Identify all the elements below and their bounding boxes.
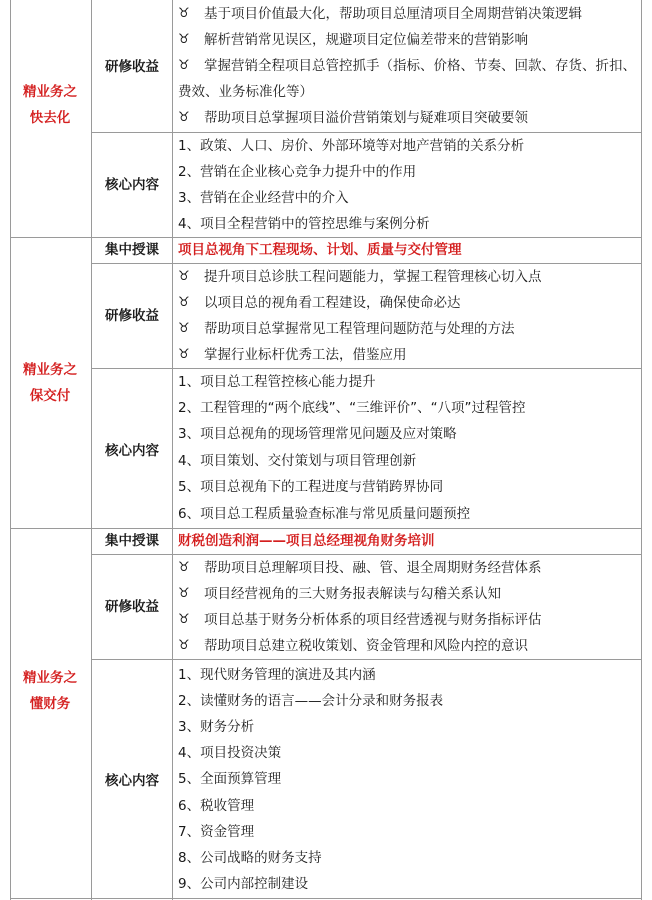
gains-label: 研修收益 [105, 308, 159, 324]
section-divider [10, 237, 642, 238]
list-item: 4、项目全程营销中的管控思维与案例分析 [178, 216, 430, 232]
taurus-bullet-icon: ♉ [178, 586, 190, 601]
taurus-bullet-icon: ♉ [178, 110, 190, 125]
core-label: 核心内容 [105, 443, 159, 459]
section-label-line: 懂财务 [29, 696, 71, 712]
list-item [178, 607, 628, 633]
list-item-text: 掌握行业标杆优秀工法，借鉴应用 [204, 347, 407, 363]
list-item-text: 帮助项目总理解项目投、融、管、退全周期财务经营体系 [204, 560, 542, 576]
row-divider [91, 659, 642, 660]
list-item-text: 帮助项目总建立税收策划、资金管理和风险内控的意识 [204, 638, 528, 654]
section-label [10, 665, 90, 717]
list-item-text: 项目经营视角的三大财务报表解读与勾稽关系认知 [204, 586, 501, 602]
header-label: 集中授课 [105, 533, 159, 549]
list-item [178, 264, 628, 290]
header-label: 集中授课 [105, 242, 159, 258]
taurus-bullet-icon: ♉ [178, 347, 190, 362]
section-label [10, 357, 90, 409]
section-label-line: 保交付 [29, 388, 71, 404]
taurus-bullet-icon: ♉ [178, 58, 190, 73]
list-item-text: 以项目总的视角看工程建设，确保使命必达 [204, 295, 461, 311]
list-item [178, 581, 628, 607]
list-item: 5、全面预算管理 [178, 771, 282, 787]
list-item [178, 1, 628, 27]
section-label-line: 快去化 [29, 110, 71, 126]
list-item-text: 帮助项目总掌握常见工程管理问题防范与处理的方法 [204, 321, 515, 337]
list-item: 6、项目总工程质量验查标准与常见质量问题预控 [178, 506, 471, 522]
core-label: 核心内容 [105, 773, 159, 789]
list-item: 9、公司内部控制建设 [178, 876, 309, 892]
list-item-text: 基于项目价值最大化，帮助项目总厘清项目全周期营销决策逻辑 [204, 6, 582, 22]
course-title: 财税创造利润——项目总经理视角财务培训 [178, 533, 435, 549]
section-label-line: 精业务之 [23, 84, 77, 100]
list-item [178, 290, 628, 316]
table-border-right [641, 0, 642, 900]
list-item: 1、政策、人口、房价、外部环境等对地产营销的关系分析 [178, 138, 525, 154]
list-item [178, 105, 628, 131]
column-divider-2 [172, 0, 173, 900]
list-item: 8、公司战略的财务支持 [178, 850, 322, 866]
course-title: 项目总视角下工程现场、计划、质量与交付管理 [178, 242, 462, 258]
taurus-bullet-icon: ♉ [178, 321, 190, 336]
table-border-bottom [10, 898, 642, 899]
list-item: 3、项目总视角的现场管理常见问题及应对策略 [178, 426, 457, 442]
section-divider [10, 528, 642, 529]
list-item: 1、项目总工程管控核心能力提升 [178, 374, 376, 390]
taurus-bullet-icon: ♉ [178, 612, 190, 627]
gains-label: 研修收益 [105, 599, 159, 615]
list-item: 3、财务分析 [178, 719, 255, 735]
list-item [178, 27, 628, 53]
list-item [178, 555, 628, 581]
list-item-text: 项目总基于财务分析体系的项目经营透视与财务指标评估 [204, 612, 542, 628]
list-item [178, 342, 628, 368]
table-border-left [10, 0, 11, 900]
list-item-text: 解析营销常见误区，规避项目定位偏差带来的营销影响 [204, 32, 528, 48]
list-item-text: 帮助项目总掌握项目溢价营销策划与疑难项目突破要领 [204, 110, 528, 126]
list-item: 1、现代财务管理的演进及其内涵 [178, 667, 376, 683]
section-label [10, 79, 90, 131]
list-item-text: 掌握营销全程项目总管控抓手（指标、价格、节奏、回款、存货、折扣、 [204, 58, 636, 74]
list-item: 4、项目投资决策 [178, 745, 282, 761]
taurus-bullet-icon: ♉ [178, 560, 190, 575]
list-item: 2、营销在企业核心竞争力提升中的作用 [178, 164, 417, 180]
taurus-bullet-icon: ♉ [178, 295, 190, 310]
list-item-continuation: 费效、业务标准化等） [178, 84, 313, 100]
section-label-line: 精业务之 [23, 362, 77, 378]
taurus-bullet-icon: ♉ [178, 269, 190, 284]
list-item [178, 633, 628, 659]
list-item: 2、工程管理的“两个底线”、“三维评价”、“八项”过程管控 [178, 400, 526, 416]
core-label: 核心内容 [105, 177, 159, 193]
gains-label: 研修收益 [105, 59, 159, 75]
list-item [178, 53, 636, 79]
list-item [178, 316, 628, 342]
list-item: 7、资金管理 [178, 824, 255, 840]
section-label-line: 精业务之 [23, 670, 77, 686]
taurus-bullet-icon: ♉ [178, 638, 190, 653]
taurus-bullet-icon: ♉ [178, 6, 190, 21]
list-item: 3、营销在企业经营中的介入 [178, 190, 349, 206]
list-item: 6、税收管理 [178, 798, 255, 814]
taurus-bullet-icon: ♉ [178, 32, 190, 47]
list-item-text: 提升项目总诊肤工程问题能力，掌握工程管理核心切入点 [204, 269, 542, 285]
list-item: 2、读懂财务的语言——会计分录和财务报表 [178, 693, 444, 709]
list-item: 5、项目总视角下的工程进度与营销跨界协同 [178, 479, 444, 495]
list-item: 4、项目策划、交付策划与项目管理创新 [178, 453, 417, 469]
